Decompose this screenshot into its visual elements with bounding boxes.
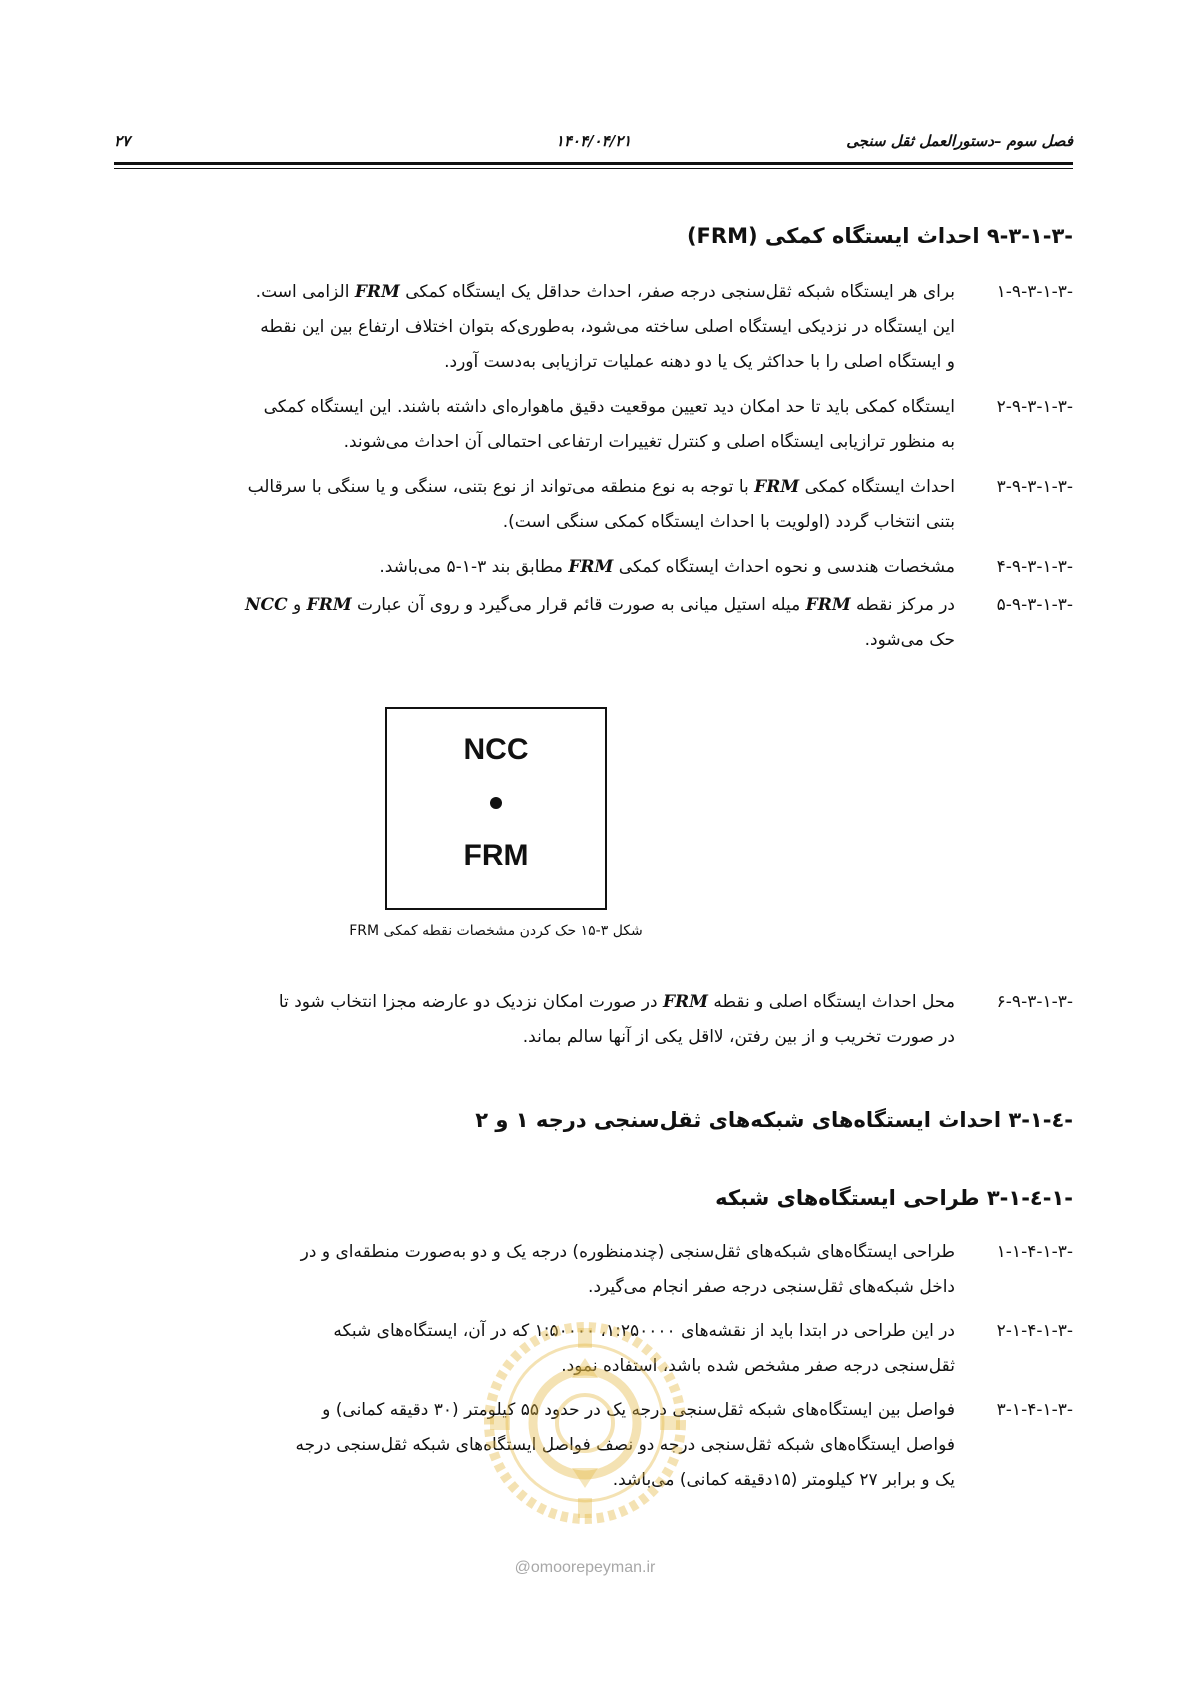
text-line: ایستگاه کمکی باید تا حد امکان دید تعیین موقعیت دقیق ماهواره‌ای داشته باشند. این ایستگاه کمکی xyxy=(263,397,955,417)
text-line: این ایستگاه در نزدیکی ایستگاه اصلی ساخته می‌شود، به‌طوری‌که بتوان اختلاف ارتفاع بین این نقطه xyxy=(260,317,955,337)
item-text xyxy=(114,588,955,658)
text-line: ثقل‌سنجی درجه صفر مشخص شده باشد، استفاده نمود. xyxy=(561,1356,955,1376)
list-item xyxy=(114,275,1073,380)
text-line: یک و برابر ۲۷ کیلومتر (۱۵دقیقه کمانی) می‌باشد. xyxy=(612,1470,955,1490)
header-rule-thick xyxy=(114,162,1073,165)
list-item xyxy=(114,470,1073,540)
watermark-site: @omoorepeyman.ir xyxy=(514,1559,656,1576)
section-9-number: ۹-۳-۱-۳- xyxy=(986,224,1073,248)
item-number: ۵-۹-۳-۱-۳- xyxy=(996,595,1073,615)
text-line: فواصل ایستگاه‌های شبکه ثقل‌سنجی درجه دو نصف فواصل ایستگاه‌های شبکه ثقل‌سنجی درجه xyxy=(295,1435,955,1455)
section-4-1-heading xyxy=(715,1186,1073,1210)
figure-center-dot xyxy=(490,797,502,809)
item-number: ۱-۱-۴-۱-۳- xyxy=(996,1242,1073,1262)
item-number: ۳-۹-۳-۱-۳- xyxy=(996,477,1073,497)
section-9-heading xyxy=(687,224,1073,248)
page-number: ۲۷ xyxy=(114,132,131,150)
text-line: محل احداث ایستگاه اصلی و نقطه FRM در صورت امکان نزدیک دو عارضه مجزا انتخاب شود تا xyxy=(278,992,955,1012)
list-item xyxy=(114,1393,1073,1498)
text-line: به منظور ترازیابی ایستگاه اصلی و کنترل تغییرات ارتفاعی احتمالی آن احداث می‌شوند. xyxy=(343,432,955,452)
text-line: حک می‌شود. xyxy=(864,630,955,650)
text-line: در صورت تخریب و از بین رفتن، لااقل یکی از آنها سالم بماند. xyxy=(522,1027,955,1047)
item-number: ۲-۹-۳-۱-۳- xyxy=(996,397,1073,417)
figure-label-ncc: NCC xyxy=(463,733,529,766)
item-text xyxy=(114,1393,955,1498)
text-line: فواصل بین ایستگاه‌های شبکه ثقل‌سنجی درجه یک در حدود ۵۵ کیلومتر (۳۰ دقیقه کمانی) و xyxy=(322,1400,955,1420)
text-line: در این طراحی در ابتدا باید از نقشه‌های ۱:۲۵۰۰۰۰، ۱:۵۰۰۰۰ که در آن، ایستگاه‌های شبکه xyxy=(333,1321,955,1341)
list-item xyxy=(114,588,1073,658)
item-text xyxy=(114,1235,955,1305)
item-text xyxy=(114,1314,955,1384)
section-4-number: ۳-۱-٤- xyxy=(1008,1108,1073,1132)
text-line: طراحی ایستگاه‌های شبکه‌های ثقل‌سنجی (چندمنظوره) درجه یک و دو به‌صورت منطقه‌ای و در xyxy=(300,1242,955,1262)
item-number: ۴-۹-۳-۱-۳- xyxy=(996,557,1073,577)
chapter-title: فصل سوم –دستورالعمل ثقل سنجی xyxy=(846,132,1073,150)
text-line: بتنی انتخاب گردد (اولویت با احداث ایستگاه کمکی سنگی است). xyxy=(502,512,955,532)
text-line: مشخصات هندسی و نحوه احداث ایستگاه کمکی FRM مطابق بند ۳-۱-۵ می‌باشد. xyxy=(379,557,955,577)
section-4-title: احداث ایستگاه‌های شبکه‌های ثقل‌سنجی درجه ۱ و ۲ xyxy=(475,1108,1002,1132)
section-4-1-title: طراحی ایستگاه‌های شبکه xyxy=(715,1186,980,1210)
list-item xyxy=(114,550,1073,585)
text-line: داخل شبکه‌های ثقل‌سنجی درجه صفر انجام می‌گیرد. xyxy=(588,1277,955,1297)
item-number: ۳-۱-۴-۱-۳- xyxy=(996,1400,1073,1420)
running-header xyxy=(114,128,1073,160)
item-text xyxy=(114,470,955,540)
list-item xyxy=(114,1235,1073,1305)
item-text xyxy=(114,985,955,1055)
section-9-title: احداث ایستگاه کمکی (FRM) xyxy=(686,224,980,248)
header-date: ۱۴۰۴/۰۴/۲۱ xyxy=(555,132,632,150)
text-line: و ایستگاه اصلی را با حداکثر یک یا دو دهنه عملیات ترازیابی به‌دست آورد. xyxy=(444,352,955,372)
text-line: احداث ایستگاه کمکی FRM با توجه به نوع منطقه می‌تواند از نوع بتنی، سنگی و یا سنگی با سرقالب xyxy=(247,477,955,497)
item-text xyxy=(114,550,955,585)
figure-frm-marking xyxy=(385,707,607,910)
section-4-heading xyxy=(475,1108,1073,1132)
text-line: برای هر ایستگاه شبکه ثقل‌سنجی درجه صفر، احداث حداقل یک ایستگاه کمکی FRM الزامی است. xyxy=(255,282,955,302)
section-4-1-number: ۳-۱-٤-۱- xyxy=(986,1186,1073,1210)
list-item xyxy=(114,1314,1073,1384)
list-item xyxy=(114,985,1073,1055)
item-number: ۲-۱-۴-۱-۳- xyxy=(996,1321,1073,1341)
figure-caption: شکل ۳-۱۵ حک کردن مشخصات نقطه کمکی FRM xyxy=(349,923,643,939)
figure-label-frm: FRM xyxy=(463,839,529,872)
header-rule-thin xyxy=(114,168,1073,169)
text-line: در مرکز نقطه FRM میله استیل میانی به صورت قائم قرار می‌گیرد و روی آن عبارت FRM و NCC xyxy=(245,595,955,615)
item-text xyxy=(114,390,955,460)
item-text xyxy=(114,275,955,380)
item-number: ۶-۹-۳-۱-۳- xyxy=(996,992,1073,1012)
list-item xyxy=(114,390,1073,460)
item-number: ۱-۹-۳-۱-۳- xyxy=(996,282,1073,302)
